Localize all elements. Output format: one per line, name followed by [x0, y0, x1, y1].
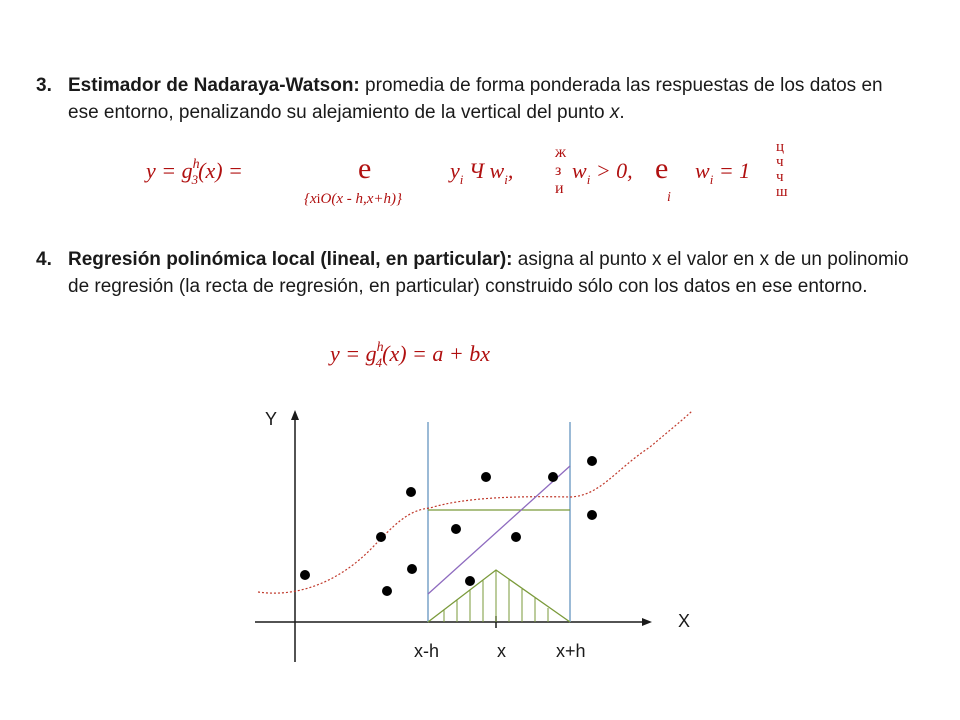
formula-3-lhs: $y = g^h_3(x)$ = [146, 157, 243, 187]
formula-3-term: $y_i$ Ч $w_i$, [450, 158, 514, 187]
x-axis-arrow [642, 618, 652, 626]
data-point [407, 564, 417, 574]
kernel-triangle [428, 570, 570, 622]
tick-label-x: x [497, 641, 506, 661]
formula-3-left-bracket: ж з и [555, 144, 567, 197]
smooth-curve [258, 411, 692, 593]
data-point [300, 570, 310, 580]
formula-3-sum-symbol: e [358, 152, 372, 185]
data-point [511, 532, 521, 542]
data-point [406, 487, 416, 497]
data-point [481, 472, 491, 482]
item-3-end: . [619, 102, 625, 123]
item-3-lead: Estimador de Nadaraya-Watson: [68, 75, 360, 96]
item-4-number: 4. [36, 249, 52, 270]
y-axis-label: Y [265, 409, 278, 429]
data-point [451, 524, 461, 534]
item-4-lead: Regresión polinómica local (lineal, en particular): [68, 249, 513, 270]
tick-label-x-plus-h: x+h [556, 641, 586, 661]
data-point [587, 456, 597, 466]
formula-3-cond-sum: $w_i = 1$ [695, 158, 751, 187]
formula-3-sum-range: {xiO(x - h,x+h)} [304, 191, 403, 207]
formula-3-cond-sum-symbol: e [655, 152, 669, 185]
formula-3-condition: $w_i > 0$, [572, 158, 633, 187]
formula-3-right-bracket: ц ч ч ш [776, 139, 788, 200]
formula-4: $y = g^h_4(x) = a$ + bx [330, 340, 490, 370]
data-point [548, 472, 558, 482]
data-point [465, 576, 475, 586]
tick-label-x-minus-h: x-h [414, 641, 440, 661]
y-axis-arrow [291, 410, 299, 420]
item-3-description: promedia de forma ponderada las respuestas de los datos en ese entorno, penalizando su alejamiento de la vertical del punto [68, 75, 883, 123]
formula-3-cond-sum-sub: i [667, 190, 671, 205]
data-point [376, 532, 386, 542]
x-axis-label: X [678, 611, 691, 631]
data-point [587, 510, 597, 520]
data-point [382, 586, 392, 596]
item-3-number: 3. [36, 75, 52, 96]
local-regression-line [428, 466, 570, 594]
item-4-description: asigna al punto x el valor en x de un polinomio de regresión (la recta de regresión, en particular) construido sólo con los datos en ese entorno. [68, 249, 909, 297]
item-3-x: x [609, 102, 620, 123]
